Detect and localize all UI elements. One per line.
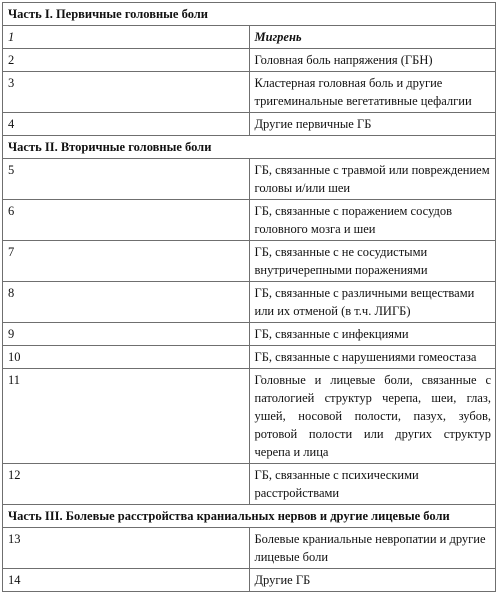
table-row: [3, 26, 496, 49]
part-header-row: [3, 505, 496, 528]
row-description: Другие ГБ: [249, 569, 496, 592]
headache-classification-table: [2, 2, 496, 592]
row-number: 9: [3, 323, 250, 346]
part-title: Часть I. Первичные головные боли: [3, 3, 496, 26]
part-title: Часть III. Болевые расстройства краниальных нервов и другие лицевые боли: [3, 505, 496, 528]
table-row: [3, 346, 496, 369]
row-number: 2: [3, 49, 250, 72]
row-number: 13: [3, 528, 250, 569]
row-description: Болевые краниальные невропатии и другие лицевые боли: [249, 528, 496, 569]
row-number: 5: [3, 159, 250, 200]
part-title: Часть II. Вторичные головные боли: [3, 136, 496, 159]
table-row: [3, 241, 496, 282]
part-header-row: [3, 3, 496, 26]
row-description: ГБ, связанные с не сосудистыми внутричерепными поражениями: [249, 241, 496, 282]
table-row: [3, 464, 496, 505]
row-description: ГБ, связанные с психическими расстройствами: [249, 464, 496, 505]
row-description: Головная боль напряжения (ГБН): [249, 49, 496, 72]
row-description: Кластерная головная боль и другие тригеминальные вегетативные цефалгии: [249, 72, 496, 113]
table-row: [3, 113, 496, 136]
table-row: [3, 200, 496, 241]
row-description: Другие первичные ГБ: [249, 113, 496, 136]
row-number: 11: [3, 369, 250, 464]
row-description: ГБ, связанные с травмой или повреждением головы и/или шеи: [249, 159, 496, 200]
row-number: 7: [3, 241, 250, 282]
row-number: 12: [3, 464, 250, 505]
row-description: ГБ, связанные с нарушениями гомеостаза: [249, 346, 496, 369]
row-number: 10: [3, 346, 250, 369]
table-body: [3, 3, 496, 592]
table-row: [3, 528, 496, 569]
table-row: [3, 72, 496, 113]
row-number: 1: [3, 26, 250, 49]
row-description: Головные и лицевые боли, связанные с патологией структур черепа, шеи, глаз, ушей, носовой полости, пазух, зубов, ротовой полости или других структур черепа и лица: [249, 369, 496, 464]
row-description: ГБ, связанные с поражением сосудов головного мозга и шеи: [249, 200, 496, 241]
row-number: 6: [3, 200, 250, 241]
part-header-row: [3, 136, 496, 159]
table-row: [3, 49, 496, 72]
row-number: 4: [3, 113, 250, 136]
table-row: [3, 369, 496, 464]
row-description: ГБ, связанные с различными веществами или их отменой (в т.ч. ЛИГБ): [249, 282, 496, 323]
table-row: [3, 323, 496, 346]
row-number: 8: [3, 282, 250, 323]
row-description: ГБ, связанные с инфекциями: [249, 323, 496, 346]
row-number: 14: [3, 569, 250, 592]
table-row: [3, 159, 496, 200]
row-number: 3: [3, 72, 250, 113]
row-description: Мигрень: [249, 26, 496, 49]
table-row: [3, 569, 496, 592]
table-row: [3, 282, 496, 323]
